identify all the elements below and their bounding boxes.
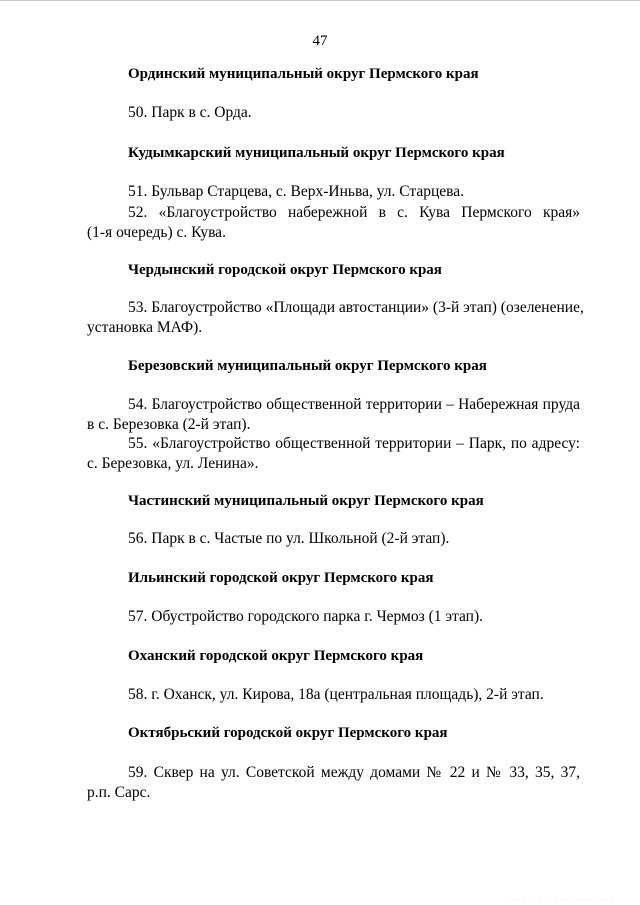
section-heading-kudymkarsky: Кудымкарский муниципальный округ Пермского края bbox=[128, 145, 505, 161]
item-54-line-2: в с. Березовка (2-й этап). bbox=[87, 416, 251, 433]
item-55-line-2: с. Березовка, ул. Ленина». bbox=[87, 455, 259, 472]
item-52-line-1: 52. «Благоустройство набережной в с. Кува Пермского края» bbox=[128, 204, 580, 221]
section-heading-chastinsky: Частинский муниципальный округ Пермского края bbox=[128, 493, 484, 509]
item-56: 56. Парк в с. Частые по ул. Школьной (2-й этап). bbox=[128, 530, 450, 547]
item-53-line-2: установка МАФ). bbox=[87, 319, 203, 336]
item-59-line-2: р.п. Сарс. bbox=[87, 784, 151, 801]
item-59-line-1: 59. Сквер на ул. Советской между домами № 22 и № 33, 35, 37, bbox=[128, 764, 580, 781]
item-55-line-1: 55. «Благоустройство общественной территории – Парк, по адресу: bbox=[128, 435, 580, 452]
item-52-line-2: (1-я очередь) с. Кува. bbox=[87, 224, 226, 241]
scan-noise-marks: · · · · · · · · · · · · · · · · · · · · bbox=[506, 897, 614, 903]
section-heading-cherdynsky: Чердынский городской округ Пермского края bbox=[128, 262, 442, 278]
section-heading-okhansky: Оханский городской округ Пермского края bbox=[128, 648, 424, 664]
section-heading-berezovsky: Березовский муниципальный округ Пермского края bbox=[128, 358, 487, 374]
page-top-border bbox=[0, 0, 640, 1]
item-58: 58. г. Оханск, ул. Кирова, 18а (центральная площадь), 2-й этап. bbox=[128, 686, 544, 703]
item-57: 57. Обустройство городского парка г. Чермоз (1 этап). bbox=[128, 608, 484, 625]
page-number: 47 bbox=[312, 33, 328, 49]
section-heading-oktyabrsky: Октябрьский городской округ Пермского края bbox=[128, 725, 448, 741]
section-heading-ilyinsky: Ильинский городской округ Пермского края bbox=[128, 570, 434, 586]
section-heading-ordinsky: Ординский муниципальный округ Пермского края bbox=[128, 66, 479, 82]
item-54-line-1: 54. Благоустройство общественной территории – Набережная пруда bbox=[128, 396, 580, 413]
item-51: 51. Бульвар Старцева, с. Верх-Иньва, ул. Старцева. bbox=[128, 183, 465, 200]
item-50: 50. Парк в с. Орда. bbox=[128, 104, 252, 121]
item-53-line-1: 53. Благоустройство «Площади автостанции» (3-й этап) (озеленение, bbox=[128, 299, 584, 316]
